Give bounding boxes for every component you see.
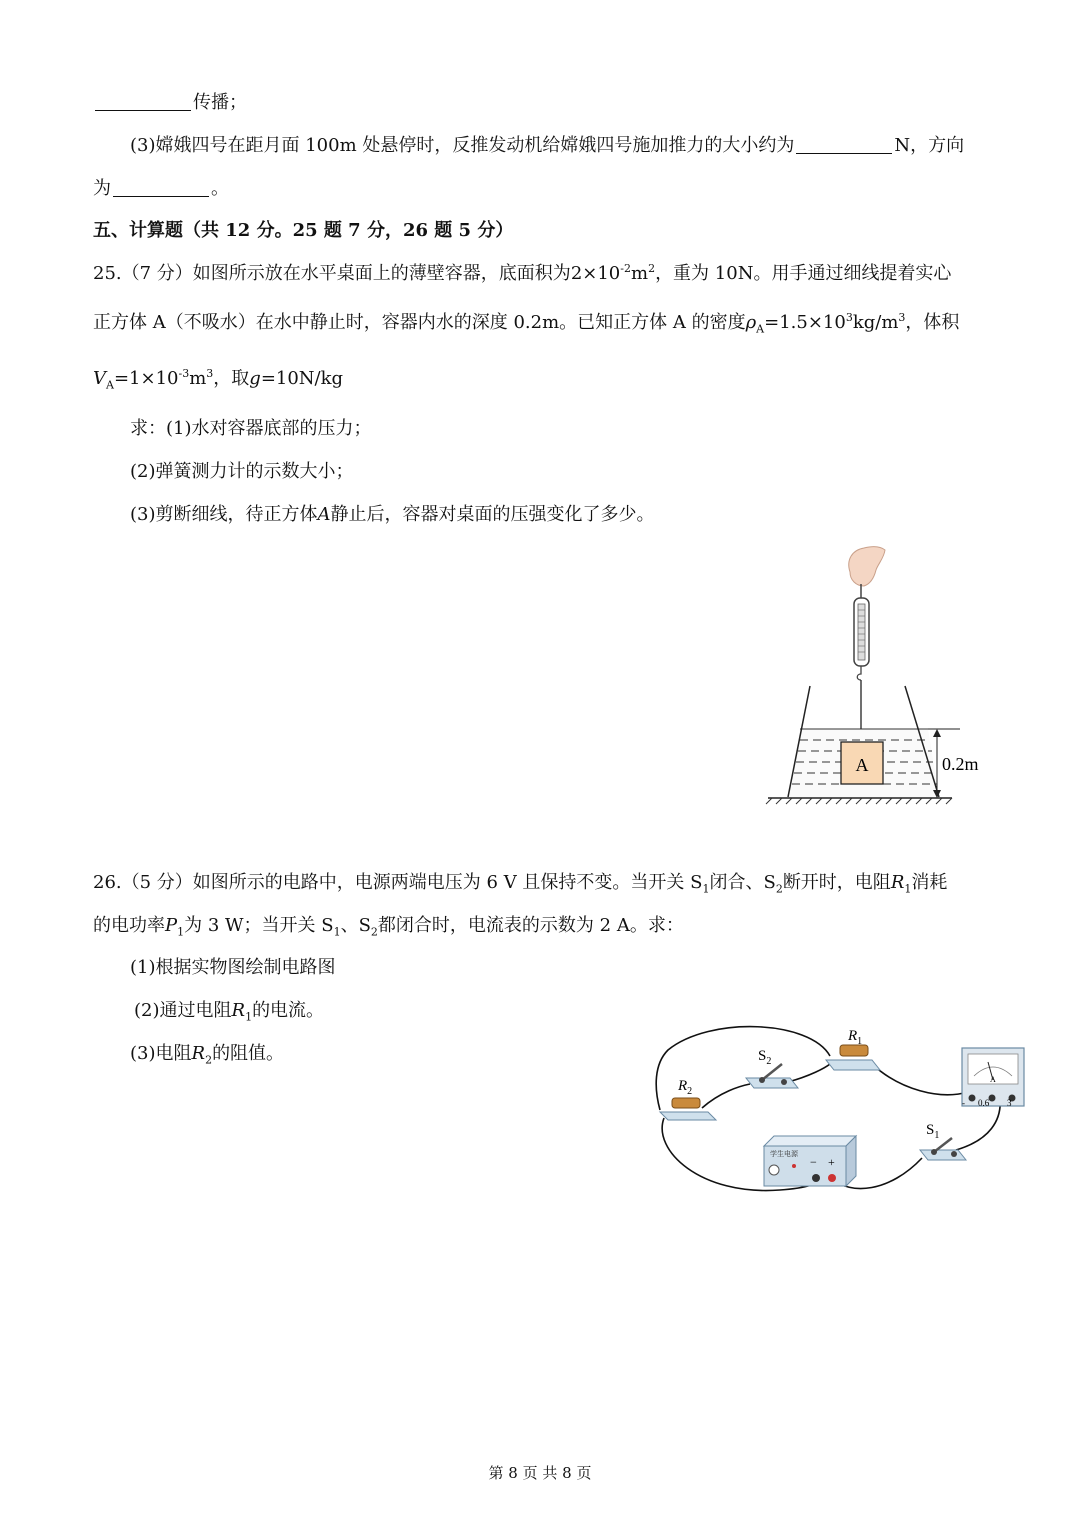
- answer-blank[interactable]: [796, 135, 892, 154]
- resistor-r2-base: [660, 1112, 716, 1120]
- ammeter-symbol: A: [990, 1075, 996, 1084]
- hand-illustration: [849, 547, 885, 586]
- answer-blank[interactable]: [95, 92, 191, 111]
- resistor-r1: [840, 1045, 868, 1056]
- resistor-r2: [672, 1098, 700, 1108]
- circuit-figure: [650, 1020, 1040, 1200]
- wire: [656, 1027, 830, 1110]
- answer-blank[interactable]: [113, 178, 209, 197]
- q26-line-2: 的电功率$P_1$为 3 W；当开关 $S_1$、$S_2$都闭合时，电流表的示数为 2 A。求：: [93, 915, 684, 939]
- q25-line-1: 25.（7 分）如图所示放在水平桌面上的薄壁容器，底面积为$2\times 10^{-2}m^2$，重为 10N。用手通过细线提着实心: [93, 262, 952, 284]
- wire: [788, 1064, 830, 1082]
- wire: [872, 1064, 968, 1095]
- svg-text:0.6: 0.6: [978, 1098, 990, 1108]
- q24-line-1: 传播；: [93, 90, 247, 116]
- svg-text:R2: $R_2$: [678, 1078, 693, 1097]
- depth-label: 0.2m: [942, 754, 979, 774]
- q26-ask-2: (2)通过电阻$R_1$的电流。: [134, 1000, 325, 1024]
- q24-line-2: (3)嫦娥四号在距月面 100m 处悬停时，反推发动机给嫦娥四号施加推力的大小约为 N，方向: [130, 135, 965, 156]
- block-a-label: A: [855, 755, 869, 775]
- knob-icon: [769, 1165, 779, 1175]
- q26-line-1: 26.（5 分）如图所示的电路中，电源两端电压为 6 V 且保持不变。当开关 $S_1$闭合、$S_2$断开时，电阻$R_1$消耗: [93, 872, 948, 896]
- switch-s1-base: [920, 1150, 966, 1160]
- wire: [702, 1084, 750, 1108]
- svg-text:S2: $S_2$: [758, 1048, 772, 1067]
- svg-text:3: 3: [1007, 1098, 1012, 1108]
- container-figure: [760, 540, 1000, 810]
- power-supply-label: 学生电源: [770, 1150, 798, 1158]
- section-title: 五、计算题（共 12 分。25 题 7 分，26 题 5 分）: [93, 220, 514, 241]
- svg-text:-: -: [962, 1098, 965, 1108]
- resistor-r1-base: [826, 1060, 880, 1070]
- svg-text:−: −: [810, 1155, 817, 1169]
- svg-text:+: +: [828, 1155, 835, 1169]
- svg-text:S1: $S_1$: [926, 1122, 940, 1141]
- q25-ask-1: 求：(1)水对容器底部的压力；: [130, 418, 372, 439]
- q25-ask-2: (2)弹簧测力计的示数大小；: [130, 461, 354, 482]
- switch-s2-base: [746, 1078, 798, 1088]
- q25-ask-3: (3)剪断细线，待正方体A静止后，容器对桌面的压强变化了多少。: [130, 504, 655, 525]
- q24-line-3: 为 。: [93, 178, 229, 199]
- svg-text:R1: $R_1$: [848, 1028, 863, 1047]
- page-footer: 第 8 页 共 8 页: [488, 1464, 592, 1482]
- q26-ask-3: (3)电阻$R_2$的阻值。: [130, 1043, 285, 1067]
- q26-ask-1: (1)根据实物图绘制电路图: [130, 957, 336, 978]
- q25-line-3: $V_A=1\times 10^{-3}m^3$，取g=10N/kg: [93, 367, 344, 392]
- q25-line-2: 正方体 A（不吸水）在水中静止时，容器内水的深度 0.2m。已知正方体 A 的密度$\rho_A=1.5\times 10^3kg/m^3$，体积: [93, 311, 960, 336]
